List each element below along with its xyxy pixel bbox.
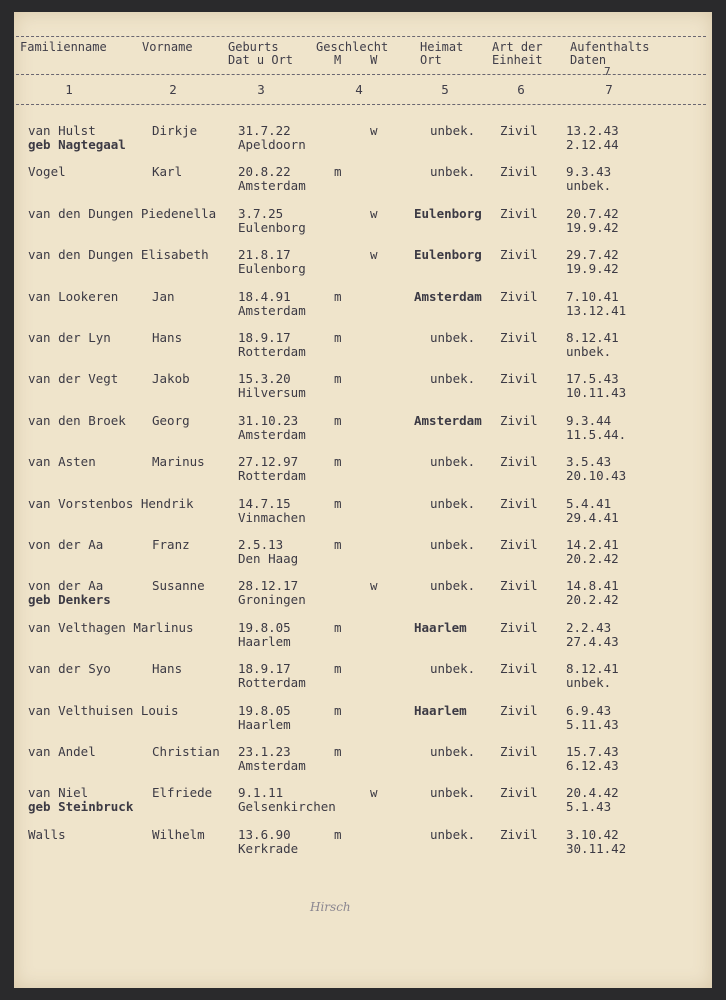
- cell-aufenthalt-bis: 6.12.43: [566, 758, 619, 773]
- cell-familienname: van den Broek: [28, 412, 126, 428]
- cell-geschlecht: m: [334, 661, 342, 677]
- cell-familienname: Walls: [28, 826, 66, 842]
- cell-familienname: van Lookeren: [28, 288, 119, 304]
- cell-aufenthalt-bis: 13.12.41: [566, 302, 627, 318]
- document-sheet: [14, 12, 712, 988]
- cell-vorname: Elfriede: [152, 785, 213, 801]
- cell-einheit: Zivil: [500, 412, 538, 428]
- cell-geburtsort: Rotterdam: [238, 675, 306, 691]
- cell-geschlecht: w: [370, 785, 378, 801]
- cell-geburtsdatum: 2.5.13: [238, 537, 284, 552]
- cell-einheit: Zivil: [500, 826, 538, 842]
- cell-geschlecht: m: [334, 537, 342, 552]
- cell-familienname: van der Lyn: [28, 330, 111, 345]
- header-daten-mark: 7: [604, 65, 611, 78]
- table-row: [14, 414, 712, 454]
- cell-geschlecht: w: [370, 247, 378, 263]
- cell-geburtsdatum: 18.9.17: [238, 330, 291, 345]
- header-dat-ort: Dat u Ort: [228, 53, 294, 67]
- cell-aufenthalt-bis: unbek.: [566, 344, 612, 359]
- cell-familienname: van Vorstenbos Hendrik: [28, 495, 194, 511]
- cell-geburtsort: Vinmachen: [238, 509, 306, 525]
- table-row: [14, 497, 712, 537]
- header-geschlecht: Geschlecht: [316, 40, 389, 54]
- cell-aufenthalt-bis: unbek.: [566, 178, 612, 194]
- cell-aufenthalt-von: 6.9.43: [566, 702, 612, 718]
- cell-geburtsort: Eulenborg: [238, 219, 306, 235]
- cell-heimatort: unbek.: [430, 164, 476, 180]
- cell-familienname: Vogel: [28, 164, 66, 180]
- cell-aufenthalt-von: 20.7.42: [566, 205, 619, 221]
- cell-vorname: Hans: [152, 661, 183, 677]
- cell-heimatort: unbek.: [430, 330, 476, 345]
- header-rule-bottom: [16, 104, 706, 105]
- table-row: [14, 662, 712, 702]
- cell-aufenthalt-bis: 29.4.41: [566, 509, 619, 525]
- cell-aufenthalt-bis: 19.9.42: [566, 261, 619, 277]
- table-row: [14, 290, 712, 330]
- cell-geburtsort: Kerkrade: [238, 840, 299, 856]
- cell-vorname: Hans: [152, 330, 183, 345]
- cell-einheit: Zivil: [500, 454, 538, 470]
- cell-geschlecht: m: [334, 826, 342, 842]
- column-number-1: 1: [65, 82, 73, 97]
- cell-geburtsort: Haarlem: [238, 716, 291, 732]
- column-number-5: 5: [441, 82, 449, 97]
- cell-einheit: Zivil: [500, 288, 538, 304]
- cell-aufenthalt-von: 20.4.42: [566, 785, 619, 801]
- header-aufenthalts: Aufenthalts: [570, 40, 650, 54]
- column-number-4: 4: [355, 82, 363, 97]
- cell-geschlecht: w: [370, 123, 378, 138]
- cell-aufenthalt-von: 8.12.41: [566, 330, 619, 345]
- cell-heimatort: unbek.: [430, 537, 476, 552]
- cell-geburtsdatum: 3.7.25: [238, 205, 284, 221]
- cell-vorname: Christian: [152, 744, 220, 759]
- cell-geburtsname: geb Steinbruck: [28, 799, 134, 815]
- cell-einheit: Zivil: [500, 205, 538, 221]
- header-ort: Ort: [420, 53, 442, 67]
- handwritten-note: Hirsch: [310, 900, 351, 914]
- cell-geburtsort: Amsterdam: [238, 426, 306, 442]
- cell-heimatort: unbek.: [430, 371, 476, 387]
- cell-familienname: van den Dungen Elisabeth: [28, 247, 209, 263]
- cell-einheit: Zivil: [500, 785, 538, 801]
- cell-geburtsdatum: 21.8.17: [238, 247, 291, 263]
- cell-heimatort: Haarlem: [414, 619, 467, 635]
- cell-aufenthalt-bis: unbek.: [566, 675, 612, 691]
- cell-geburtsname: geb Denkers: [28, 592, 111, 608]
- cell-familienname: von der Aa: [28, 537, 104, 552]
- cell-aufenthalt-bis: 27.4.43: [566, 633, 619, 649]
- table-row: [14, 621, 712, 661]
- cell-aufenthalt-von: 9.3.44: [566, 412, 612, 428]
- cell-aufenthalt-bis: 30.11.42: [566, 840, 627, 856]
- cell-einheit: Zivil: [500, 330, 538, 345]
- cell-aufenthalt-bis: 5.1.43: [566, 799, 612, 815]
- header-heimat: Heimat: [420, 40, 464, 54]
- cell-einheit: Zivil: [500, 123, 538, 138]
- cell-einheit: Zivil: [500, 619, 538, 635]
- header-rule-middle: [16, 74, 706, 75]
- cell-heimatort: Amsterdam: [414, 412, 482, 428]
- cell-geburtsort: Amsterdam: [238, 758, 306, 773]
- cell-geburtsort: Rotterdam: [238, 344, 306, 359]
- cell-geburtsdatum: 19.8.05: [238, 702, 291, 718]
- cell-geschlecht: m: [334, 744, 342, 759]
- cell-geburtsdatum: 20.8.22: [238, 164, 291, 180]
- cell-aufenthalt-von: 3.10.42: [566, 826, 619, 842]
- cell-einheit: Zivil: [500, 247, 538, 263]
- cell-aufenthalt-von: 15.7.43: [566, 744, 619, 759]
- cell-aufenthalt-bis: 2.12.44: [566, 137, 619, 152]
- table-row: [14, 745, 712, 785]
- header-rule-top: [16, 36, 706, 37]
- table-row: [14, 828, 712, 868]
- cell-aufenthalt-von: 8.12.41: [566, 661, 619, 677]
- cell-heimatort: unbek.: [430, 454, 476, 470]
- cell-geburtsort: Den Haag: [238, 551, 299, 566]
- table-row: [14, 704, 712, 744]
- cell-heimatort: unbek.: [430, 785, 476, 801]
- cell-einheit: Zivil: [500, 702, 538, 718]
- cell-vorname: Marinus: [152, 454, 205, 470]
- cell-vorname: Dirkje: [152, 123, 198, 138]
- cell-vorname: Georg: [152, 412, 190, 428]
- column-number-2: 2: [169, 82, 177, 97]
- table-row: [14, 579, 712, 619]
- cell-geburtsort: Hilversum: [238, 385, 306, 401]
- cell-aufenthalt-von: 29.7.42: [566, 247, 619, 263]
- cell-geschlecht: m: [334, 702, 342, 718]
- table-row: [14, 455, 712, 495]
- header-sex-mw: M W: [334, 53, 378, 67]
- cell-geburtsdatum: 28.12.17: [238, 578, 299, 594]
- cell-einheit: Zivil: [500, 164, 538, 180]
- cell-aufenthalt-von: 7.10.41: [566, 288, 619, 304]
- cell-heimatort: unbek.: [430, 123, 476, 138]
- header-art-der: Art der: [492, 40, 543, 54]
- cell-geschlecht: w: [370, 578, 378, 594]
- cell-geburtsort: Gelsenkirchen: [238, 799, 336, 815]
- cell-geburtsdatum: 27.12.97: [238, 454, 299, 470]
- cell-heimatort: unbek.: [430, 826, 476, 842]
- cell-geschlecht: m: [334, 371, 342, 387]
- cell-geburtsdatum: 31.10.23: [238, 412, 299, 428]
- table-row: [14, 331, 712, 371]
- table-row: [14, 124, 712, 164]
- table-row: [14, 538, 712, 578]
- cell-geschlecht: m: [334, 454, 342, 470]
- cell-vorname: Jan: [152, 288, 175, 304]
- cell-geschlecht: m: [334, 330, 342, 345]
- column-number-6: 6: [517, 82, 525, 97]
- cell-aufenthalt-bis: 10.11.43: [566, 385, 627, 401]
- cell-aufenthalt-bis: 20.2.42: [566, 551, 619, 566]
- cell-heimatort: Haarlem: [414, 702, 467, 718]
- cell-geburtsort: Rotterdam: [238, 468, 306, 484]
- cell-geburtsdatum: 9.1.11: [238, 785, 284, 801]
- cell-geschlecht: m: [334, 288, 342, 304]
- table-row: [14, 248, 712, 288]
- cell-familienname: van Velthagen Marlinus: [28, 619, 194, 635]
- cell-vorname: Wilhelm: [152, 826, 205, 842]
- cell-geburtsname: geb Nagtegaal: [28, 137, 126, 152]
- cell-geschlecht: m: [334, 412, 342, 428]
- cell-einheit: Zivil: [500, 495, 538, 511]
- cell-aufenthalt-von: 9.3.43: [566, 164, 612, 180]
- cell-geburtsdatum: 31.7.22: [238, 123, 291, 138]
- cell-heimatort: Eulenborg: [414, 205, 482, 221]
- cell-vorname: Karl: [152, 164, 183, 180]
- cell-heimatort: Eulenborg: [414, 247, 482, 263]
- column-number-3: 3: [257, 82, 265, 97]
- cell-aufenthalt-von: 14.2.41: [566, 537, 619, 552]
- cell-einheit: Zivil: [500, 661, 538, 677]
- cell-geburtsdatum: 23.1.23: [238, 744, 291, 759]
- cell-geburtsdatum: 13.6.90: [238, 826, 291, 842]
- cell-aufenthalt-bis: 20.2.42: [566, 592, 619, 608]
- cell-geschlecht: m: [334, 495, 342, 511]
- column-number-7: 7: [605, 82, 613, 97]
- cell-familienname: van der Syo: [28, 661, 111, 677]
- header-vorname: Vorname: [142, 40, 193, 54]
- cell-geburtsdatum: 19.8.05: [238, 619, 291, 635]
- cell-geburtsort: Groningen: [238, 592, 306, 608]
- cell-geburtsort: Eulenborg: [238, 261, 306, 277]
- cell-aufenthalt-von: 14.8.41: [566, 578, 619, 594]
- table-row: [14, 786, 712, 826]
- header-einheit: Einheit: [492, 53, 543, 67]
- header-familienname: Familienname: [20, 40, 107, 54]
- table-row: [14, 165, 712, 205]
- cell-heimatort: unbek.: [430, 578, 476, 594]
- cell-aufenthalt-bis: 19.9.42: [566, 219, 619, 235]
- table-row: [14, 207, 712, 247]
- cell-aufenthalt-von: 2.2.43: [566, 619, 612, 635]
- cell-einheit: Zivil: [500, 744, 538, 759]
- cell-geburtsort: Amsterdam: [238, 178, 306, 194]
- cell-geburtsort: Amsterdam: [238, 302, 306, 318]
- cell-familienname: van der Vegt: [28, 371, 119, 387]
- cell-aufenthalt-von: 17.5.43: [566, 371, 619, 387]
- cell-aufenthalt-von: 5.4.41: [566, 495, 612, 511]
- cell-familienname: van Asten: [28, 454, 96, 470]
- cell-heimatort: unbek.: [430, 661, 476, 677]
- cell-aufenthalt-von: 13.2.43: [566, 123, 619, 138]
- cell-geburtsdatum: 15.3.20: [238, 371, 291, 387]
- cell-vorname: Franz: [152, 537, 190, 552]
- cell-aufenthalt-bis: 5.11.43: [566, 716, 619, 732]
- header-daten: Daten: [570, 53, 607, 67]
- cell-geschlecht: m: [334, 164, 342, 180]
- header-geburts: Geburts: [228, 40, 279, 54]
- cell-heimatort: unbek.: [430, 495, 476, 511]
- cell-heimatort: unbek.: [430, 744, 476, 759]
- cell-vorname: Jakob: [152, 371, 190, 387]
- cell-geburtsdatum: 14.7.15: [238, 495, 291, 511]
- cell-familienname: von der Aa: [28, 578, 104, 594]
- cell-geschlecht: m: [334, 619, 342, 635]
- cell-geburtsort: Haarlem: [238, 633, 291, 649]
- cell-vorname: Susanne: [152, 578, 205, 594]
- cell-familienname: van Velthuisen Louis: [28, 702, 179, 718]
- cell-geschlecht: w: [370, 205, 378, 221]
- cell-geburtsort: Apeldoorn: [238, 137, 306, 152]
- cell-einheit: Zivil: [500, 371, 538, 387]
- cell-einheit: Zivil: [500, 578, 538, 594]
- cell-familienname: van Hulst: [28, 123, 96, 138]
- cell-geburtsdatum: 18.9.17: [238, 661, 291, 677]
- cell-familienname: van den Dungen Piedenella: [28, 205, 217, 221]
- cell-familienname: van Andel: [28, 744, 96, 759]
- cell-familienname: van Niel: [28, 785, 89, 801]
- cell-aufenthalt-bis: 20.10.43: [566, 468, 627, 484]
- table-row: [14, 372, 712, 412]
- cell-aufenthalt-von: 3.5.43: [566, 454, 612, 470]
- cell-einheit: Zivil: [500, 537, 538, 552]
- cell-geburtsdatum: 18.4.91: [238, 288, 291, 304]
- cell-heimatort: Amsterdam: [414, 288, 482, 304]
- cell-aufenthalt-bis: 11.5.44.: [566, 426, 627, 442]
